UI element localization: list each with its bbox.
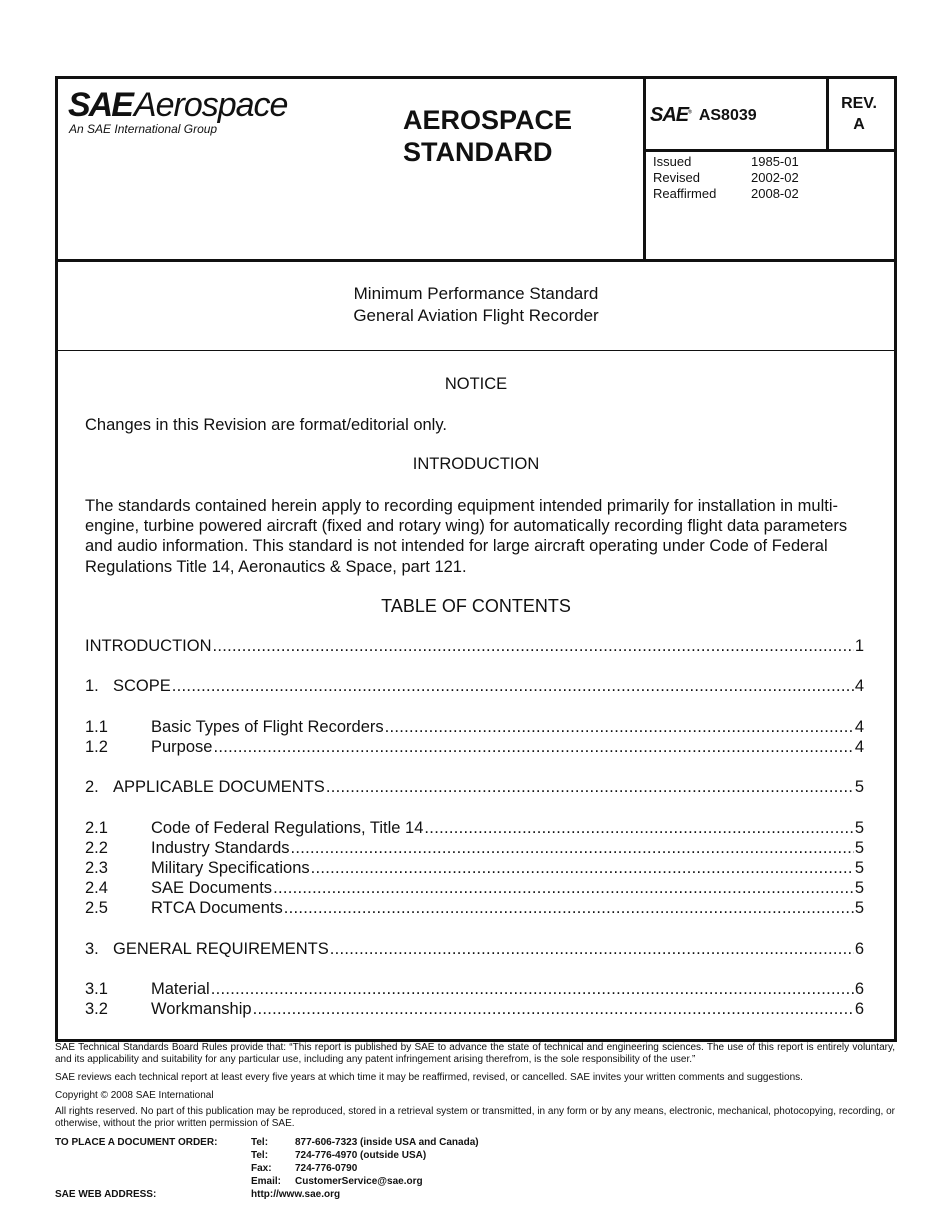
revision-box: [826, 93, 892, 135]
toc-entry-page: 5: [854, 899, 864, 917]
toc-entry[interactable]: [85, 979, 864, 999]
date-value: 2008-02: [751, 186, 799, 201]
toc-entry-label: Basic Types of Flight Recorders: [151, 718, 384, 736]
toc-entry-number: 2.1: [85, 819, 108, 837]
date-row: [653, 186, 799, 202]
toc-entry-page: 6: [854, 1000, 864, 1018]
toc-leader-dots: [172, 676, 854, 696]
subject-line1: Minimum Performance Standard: [353, 284, 599, 303]
footer-rights: All rights reserved. No part of this publication may be reproduced, stored in a retrieval system or transmitted, in any form or by any means, electronic, mechanical, photocopying, recording, or otherwise, without the prior written permission of SAE.: [55, 1106, 895, 1129]
toc-entry[interactable]: [85, 818, 864, 838]
toc-entry-label: Purpose: [151, 738, 213, 756]
footer-copyright: Copyright © 2008 SAE International: [55, 1090, 214, 1101]
toc-entry-page: 5: [854, 839, 864, 857]
toc-entry-number: 1.1: [85, 718, 108, 736]
contact-key: Fax:: [251, 1163, 272, 1174]
toc-leader-dots: [385, 717, 854, 737]
contact-key: Tel:: [251, 1150, 269, 1161]
standard-title-line1: AEROSPACE: [403, 105, 573, 135]
toc-entry-number: 3.: [85, 940, 99, 958]
toc-entry[interactable]: [85, 898, 864, 918]
contact-value[interactable]: 724-776-0790: [295, 1163, 358, 1174]
date-value: 2002-02: [751, 170, 799, 185]
sae-small-logo: SAE®: [650, 104, 691, 126]
toc-entry[interactable]: [85, 777, 864, 797]
toc-entry-number: 2.4: [85, 879, 108, 897]
email-link[interactable]: CustomerService@sae.org: [295, 1176, 423, 1187]
introduction-text: The standards contained herein apply to recording equipment intended primarily for installation in multi-engine, turbine powered aircraft (fixed and rotary wing) for automatically recording flight data parameters and audio information. This standard is not intended for large aircraft operating under Code of Federal Regulations Title 14, Aeronautics & Space, part 121.: [85, 497, 848, 576]
toc-entry-label: Workmanship: [151, 1000, 252, 1018]
toc-entry-label: Industry Standards: [151, 839, 290, 857]
notice-text: Changes in this Revision are format/editorial only.: [85, 416, 447, 434]
toc-entry-number: 1.2: [85, 738, 108, 756]
toc-entry[interactable]: [85, 999, 864, 1019]
contact-value[interactable]: 877-606-7323 (inside USA and Canada): [295, 1137, 479, 1148]
rev-divider-horizontal: [643, 149, 894, 152]
toc-entry-label: SCOPE: [113, 677, 171, 695]
date-row: [653, 170, 799, 186]
order-label: TO PLACE A DOCUMENT ORDER:: [55, 1137, 218, 1148]
toc-leader-dots: [273, 878, 854, 898]
toc-leader-dots: [253, 999, 854, 1019]
date-value: 1985-01: [751, 154, 799, 169]
contact-value[interactable]: 724-776-4970 (outside USA): [295, 1150, 427, 1161]
toc-leader-dots: [330, 939, 854, 959]
toc-leader-dots: [284, 898, 854, 918]
introduction-heading: INTRODUCTION: [412, 455, 540, 473]
toc-entry-label: APPLICABLE DOCUMENTS: [113, 778, 325, 796]
header-divider: [643, 79, 646, 259]
toc-entry[interactable]: [85, 878, 864, 898]
rev-label: REV.: [841, 95, 877, 112]
contact-key: Email:: [251, 1176, 282, 1187]
toc-entry[interactable]: [85, 737, 864, 757]
standard-title: [403, 104, 572, 168]
toc-entry-label: GENERAL REQUIREMENTS: [113, 940, 329, 958]
toc-entry-page: 5: [854, 819, 864, 837]
toc-entry-label: RTCA Documents: [151, 899, 283, 917]
toc-entry-label: INTRODUCTION: [85, 637, 212, 655]
doc-number-text: AS8039: [698, 106, 757, 124]
footer-review: SAE reviews each technical report at least every five years at which time it may be reaffirmed, revised, or cancelled. SAE invites your written comments and suggestions.: [55, 1072, 803, 1083]
toc-heading: TABLE OF CONTENTS: [381, 596, 571, 616]
logo-subtitle: An SAE International Group: [69, 122, 218, 136]
toc-entry-label: Material: [151, 980, 210, 998]
toc-leader-dots: [311, 858, 854, 878]
toc-leader-dots: [213, 737, 853, 757]
toc-entry-label: SAE Documents: [151, 879, 273, 897]
toc-entry-page: 5: [854, 879, 864, 897]
toc-entry[interactable]: [85, 717, 864, 737]
toc-entry-number: 2.3: [85, 859, 108, 877]
contact-key: Tel:: [251, 1137, 269, 1148]
date-label: Issued: [653, 154, 692, 169]
date-label: Revised: [653, 170, 700, 185]
toc-leader-dots: [211, 979, 854, 999]
header-bottom-rule: [58, 259, 894, 262]
toc-leader-dots: [291, 838, 854, 858]
toc-leader-dots: [213, 636, 854, 656]
toc-entry-number: 2.2: [85, 839, 108, 857]
logo-sae-text: SAE: [68, 86, 132, 124]
order-info: [55, 1136, 655, 1206]
web-address-link[interactable]: http://www.sae.org: [251, 1189, 341, 1200]
toc-entry[interactable]: [85, 939, 864, 959]
toc-entry[interactable]: [85, 676, 864, 696]
sae-aerospace-logo: [68, 88, 287, 136]
toc-entry-label: Military Specifications: [151, 859, 310, 877]
toc-entry-page: 5: [854, 859, 864, 877]
standard-title-line2: STANDARD: [403, 137, 553, 167]
document-subject: [55, 283, 897, 327]
toc-entry-page: 4: [854, 738, 864, 756]
date-label: Reaffirmed: [653, 186, 717, 201]
toc-entry[interactable]: [85, 838, 864, 858]
toc-entry-number: 3.1: [85, 980, 108, 998]
rev-value: A: [853, 116, 865, 133]
toc-entry-label: Code of Federal Regulations, Title 14: [151, 819, 424, 837]
document-dates: [653, 154, 799, 202]
toc-entry-page: 6: [854, 940, 864, 958]
toc-entry-number: 1.: [85, 677, 99, 695]
logo-aerospace-text: Aerospace: [133, 86, 288, 124]
toc-leader-dots: [326, 777, 854, 797]
sae-small-logo-text: SAE: [650, 104, 689, 126]
toc-entry-page: 4: [854, 677, 864, 695]
toc-entry[interactable]: [85, 858, 864, 878]
date-row: [653, 154, 799, 170]
toc-entry-number: 2.: [85, 778, 99, 796]
document-number: [650, 104, 757, 127]
toc-entry[interactable]: [85, 636, 864, 656]
title-rule: [58, 350, 894, 351]
toc-entry-page: 4: [854, 718, 864, 736]
toc-entry-page: 1: [854, 637, 864, 655]
toc-leader-dots: [424, 818, 853, 838]
toc-entry-number: 2.5: [85, 899, 108, 917]
notice-heading: NOTICE: [444, 375, 508, 393]
toc-entry-number: 3.2: [85, 1000, 108, 1018]
toc-entry-page: 6: [854, 980, 864, 998]
footer-rules: SAE Technical Standards Board Rules provide that: “This report is published by SAE to advance the state of technical and engineering sciences. The use of this report is entirely voluntary, and its applicability and suitability for any particular use, including any patent infringement arising therefrom, is the sole responsibility of the user.”: [55, 1042, 895, 1065]
toc-entry-page: 5: [854, 778, 864, 796]
subject-line2: General Aviation Flight Recorder: [353, 306, 599, 325]
web-address-label: SAE WEB ADDRESS:: [55, 1189, 157, 1200]
